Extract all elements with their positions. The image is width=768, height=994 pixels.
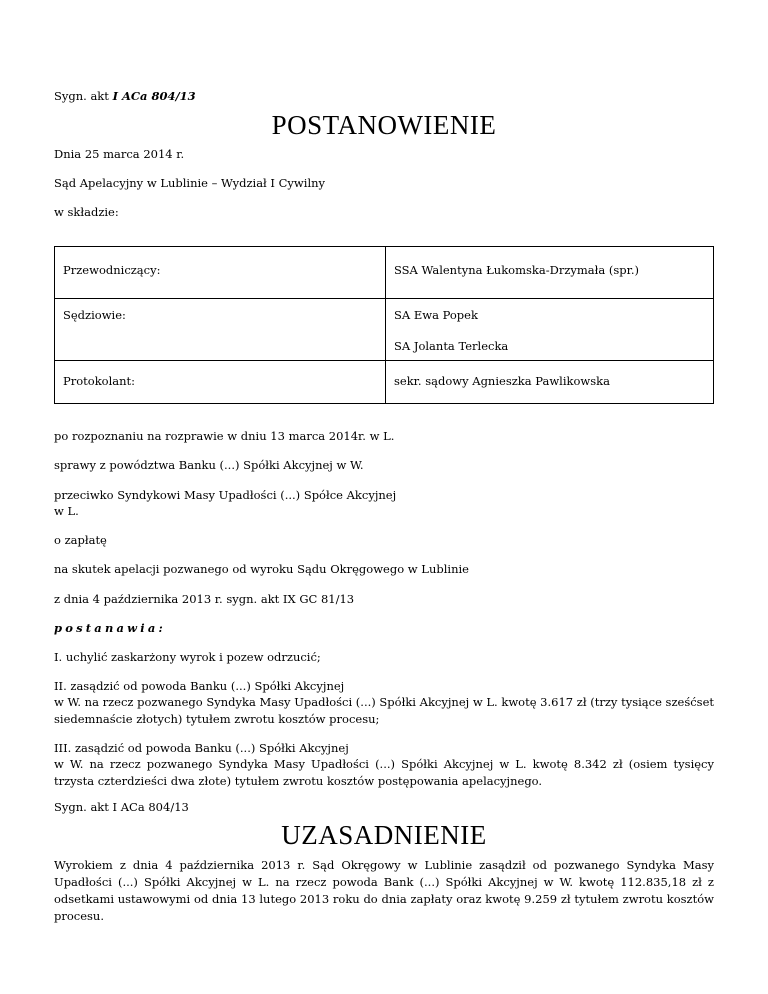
decision-date: Dnia 25 marca 2014 r. bbox=[54, 147, 185, 161]
justification-signature: Sygn. akt I ACa 804/13 bbox=[54, 800, 189, 814]
document-title: POSTANOWIENIE bbox=[271, 110, 497, 140]
ruling-point-3-line-1: III. zasądzić od powoda Banku (...) Spółki Akcyjnej bbox=[54, 741, 349, 755]
bench-name: SSA Walentyna Łukomska-Drzymała (spr.) bbox=[386, 247, 714, 299]
case-signature bbox=[54, 88, 196, 105]
claimant-line: sprawy z powództwa Banku (...) Spółki Akcyjnej w W. bbox=[54, 458, 364, 472]
ruling-point-2-line-1: II. zasądzić od powoda Banku (...) Spółki Akcyjnej bbox=[54, 679, 345, 693]
ruling-point-2-text: w W. na rzecz pozwanego Syndyka Masy Upadłości (...) Spółki Akcyjnej w L. kwotę 3.617 zł (trzy tysiące sześćset siedemnaście złotych) tytułem zwrotu kosztów procesu; bbox=[54, 695, 714, 726]
bench-name: SA Jolanta Terlecka bbox=[394, 339, 509, 353]
bench-role: Sędziowie: bbox=[55, 299, 386, 361]
bench-row-judges bbox=[55, 299, 714, 361]
bench-names-cell bbox=[386, 299, 714, 361]
bench-role: Protokolant: bbox=[55, 361, 386, 404]
bench-name: SA Ewa Popek bbox=[394, 308, 478, 322]
bench-row-clerk bbox=[55, 361, 714, 404]
defendant-line-1: przeciwko Syndykowi Masy Upadłości (...) Spółce Akcyjnej bbox=[54, 488, 397, 502]
subject-line: o zapłatę bbox=[54, 533, 107, 547]
case-signature-prefix: Sygn. akt bbox=[54, 89, 113, 103]
defendant-line-2: w L. bbox=[54, 504, 79, 518]
justification-paragraph: Wyrokiem z dnia 4 października 2013 r. Sąd Okręgowy w Lublinie zasądził od pozwanego Syndyka Masy Upadłości (...) Spółki Akcyjnej w L. na rzecz powoda Bank (...) Spółki Akcyjnej w W. kwotę 112.835,18 zł z odsetkami ustawowymi od dnia 13 lutego 2013 roku do dnia zapłaty oraz kwotę 9.259 zł tytułem zwrotu kosztów procesu. bbox=[54, 858, 714, 923]
court-name: Sąd Apelacyjny w Lublinie – Wydział I Cywilny bbox=[54, 176, 326, 190]
ruling-label: postanawia: bbox=[54, 621, 166, 635]
bench-row-presiding bbox=[55, 247, 714, 299]
justification-title: UZASADNIENIE bbox=[281, 820, 487, 850]
hearing-line: po rozpoznaniu na rozprawie w dniu 13 marca 2014r. w L. bbox=[54, 429, 395, 443]
ruling-point-3-text: w W. na rzecz pozwanego Syndyka Masy Upadłości (...) Spółki Akcyjnej w L. kwotę 8.342 zł (osiem tysięcy trzysta czterdzieści dwa złote) tytułem zwrotu kosztów postępowania apelacyjnego. bbox=[54, 757, 714, 788]
bench-role: Przewodniczący: bbox=[55, 247, 386, 299]
bench-name: sekr. sądowy Agnieszka Pawlikowska bbox=[386, 361, 714, 404]
appeal-line: na skutek apelacji pozwanego od wyroku Sądu Okręgowego w Lublinie bbox=[54, 562, 469, 576]
case-signature-number: I ACa 804/13 bbox=[112, 89, 196, 103]
bench-table bbox=[54, 246, 714, 404]
composition-label: w składzie: bbox=[54, 205, 119, 219]
ruling-point-1: I. uchylić zaskarżony wyrok i pozew odrzucić; bbox=[54, 650, 321, 664]
appeal-date-line: z dnia 4 października 2013 r. sygn. akt IX GC 81/13 bbox=[54, 592, 355, 606]
